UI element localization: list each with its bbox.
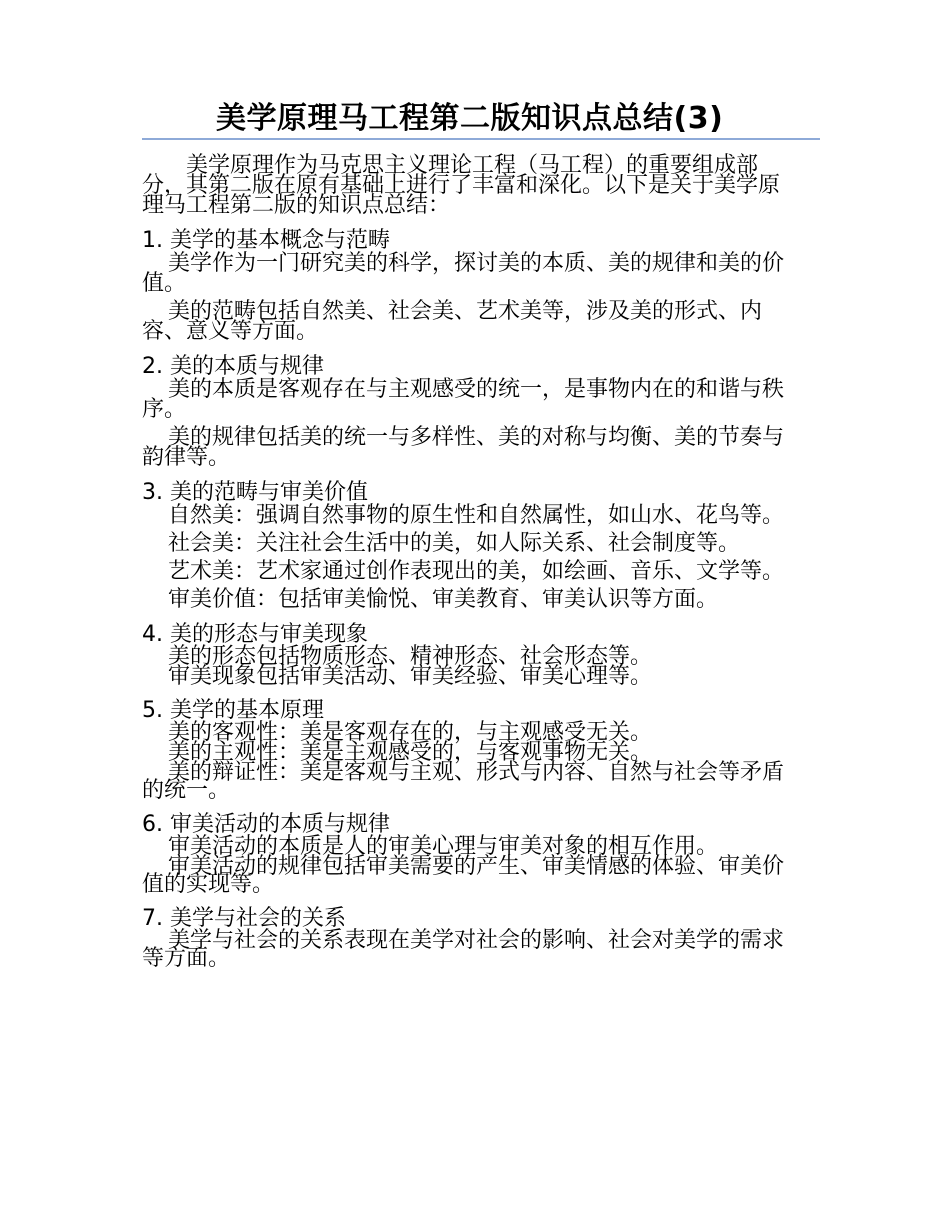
section-4 [142, 622, 790, 689]
section-2 [142, 354, 790, 468]
title-underline [142, 138, 820, 140]
section-heading: 5. 美学的基本原理 [142, 698, 324, 723]
intro-paragraph: 美学原理作为马克思主义理论工程（马工程）的重要组成部分，其第二版在原有基础上进行了丰富和深化。以下是关于美学原理马工程第二版的知识点总结： [142, 153, 781, 218]
section-heading: 3. 美的范畴与审美价值 [142, 480, 368, 505]
section-6 [142, 812, 790, 897]
section-heading: 1. 美学的基本概念与范畴 [142, 228, 390, 253]
section-point: 审美价值：包括审美愉悦、审美教育、审美认识等方面。 [168, 587, 719, 612]
section-point: 美的本质是客观存在与主观感受的统一，是事物内在的和谐与秩序。 [142, 377, 785, 422]
section-point: 美学与社会的关系表现在美学对社会的影响、社会对美学的需求等方面。 [142, 928, 785, 971]
section-3 [142, 480, 790, 610]
section-heading: 7. 美学与社会的关系 [142, 906, 346, 931]
section-5 [142, 698, 790, 803]
section-point: 审美现象包括审美活动、审美经验、审美心理等。 [168, 664, 653, 689]
section-1 [142, 228, 790, 342]
section-heading: 2. 美的本质与规律 [142, 354, 324, 379]
section-heading: 6. 审美活动的本质与规律 [142, 812, 390, 837]
section-point: 美的形态包括物质形态、精神形态、社会形态等。 [168, 644, 653, 669]
document-title: 美学原理马工程第二版知识点总结(3) [216, 101, 724, 136]
section-point: 美的范畴包括自然美、社会美、艺术美等，涉及美的形式、内容、意义等方面。 [142, 299, 763, 344]
section-point: 审美活动的规律包括审美需要的产生、审美情感的体验、审美价值的实现等。 [142, 854, 785, 897]
section-point: 美的规律包括美的统一与多样性、美的对称与均衡、美的节奏与韵律等。 [142, 425, 785, 470]
section-point: 自然美：强调自然事物的原生性和自然属性，如山水、花鸟等。 [168, 503, 785, 528]
section-point: 美的客观性：美是客观存在的，与主观感受无关。 [168, 720, 653, 745]
section-point: 美的辩证性：美是客观与主观、形式与内容、自然与社会等矛盾的统一。 [142, 760, 785, 803]
section-point: 艺术美：艺术家通过创作表现出的美，如绘画、音乐、文学等。 [168, 559, 785, 584]
section-point: 审美活动的本质是人的审美心理与审美对象的相互作用。 [168, 834, 719, 859]
section-point: 美学作为一门研究美的科学，探讨美的本质、美的规律和美的价值。 [142, 251, 785, 296]
section-point: 美的主观性：美是主观感受的，与客观事物无关。 [168, 740, 653, 765]
section-point: 社会美：关注社会生活中的美，如人际关系、社会制度等。 [168, 531, 741, 556]
section-heading: 4. 美的形态与审美现象 [142, 622, 368, 647]
section-7 [142, 906, 790, 971]
